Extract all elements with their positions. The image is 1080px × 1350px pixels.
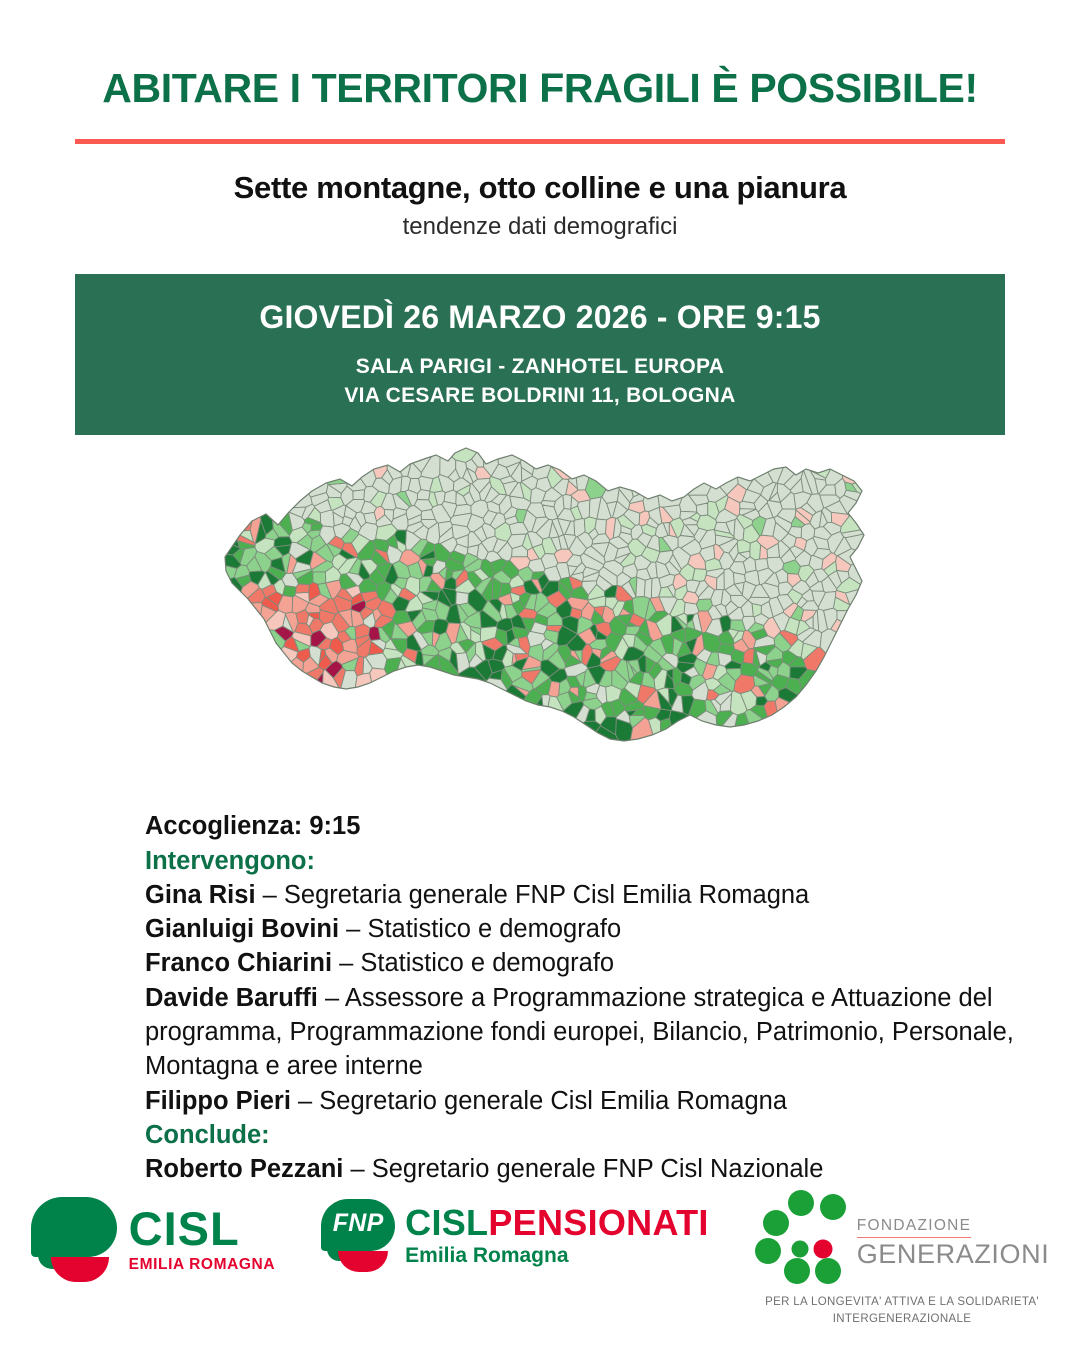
map-municipality	[750, 541, 761, 560]
fnp-cisl-word: CISL	[405, 1202, 489, 1243]
cisl-wordmark	[128, 1202, 276, 1274]
speakers-heading: Intervengono:	[145, 846, 315, 875]
map-municipality	[831, 619, 900, 669]
event-details-banner	[75, 274, 1005, 435]
speaker-name: Gianluigi Bovini	[145, 915, 340, 944]
map-municipality	[313, 572, 326, 585]
map-municipality	[649, 718, 661, 758]
generazioni-dots-icon	[755, 1189, 851, 1285]
fondazione-tagline	[765, 1294, 1039, 1329]
map-municipality	[737, 540, 750, 553]
cisl-region-label: EMILIA ROMAGNA	[128, 1256, 276, 1273]
map-municipality	[820, 629, 891, 699]
fnp-cisl-pensionati-logo	[321, 1189, 709, 1275]
speaker-role: – Statistico e demografo	[339, 915, 622, 944]
map-municipality	[497, 696, 545, 766]
speaker-entry	[145, 1084, 1015, 1118]
speaker-role: – Segretaria generale FNP Cisl Emilia Romagna	[255, 880, 810, 909]
map-municipality	[837, 611, 903, 654]
map-municipality	[298, 439, 352, 485]
map-municipality	[175, 493, 240, 549]
speaker-entry	[145, 912, 1015, 946]
map-municipality	[745, 710, 800, 779]
conclusion-speaker-role: – Segretario generale FNP Cisl Nazionale	[343, 1155, 824, 1184]
map-municipality	[231, 647, 298, 714]
page-subtitle: Sette montagne, otto colline e una pianura	[233, 169, 847, 205]
speaker-entry	[145, 878, 1015, 912]
map-municipality	[263, 439, 328, 497]
speaker-entry	[145, 946, 1015, 980]
speaker-role: – Assessore a Programmazione strategica e Attuazione del programma, Programmazione fondi europei, Bilancio, Patrimonio, Personale, Montagna e aree interne	[145, 983, 1014, 1081]
fondazione-tagline-line2: INTERGENERAZIONALE	[832, 1312, 972, 1325]
map-municipality	[551, 439, 611, 480]
map-municipality	[692, 711, 717, 778]
logo-strip	[0, 1189, 1080, 1329]
conclusion-heading: Conclude:	[145, 1120, 270, 1149]
map-municipality	[270, 672, 323, 742]
map-municipality	[486, 689, 543, 761]
map-municipality	[840, 512, 912, 534]
speakers-container	[145, 878, 1015, 1118]
fnp-title-line	[405, 1202, 709, 1243]
speaker-entry	[145, 981, 1015, 1084]
map-municipality	[296, 584, 310, 593]
map-municipality	[542, 695, 550, 724]
venue-address: VIA CESARE BOLDRINI 11, BOLOGNA	[344, 384, 736, 408]
emilia-romagna-choropleth-map	[0, 439, 1080, 799]
map-svg	[0, 439, 1080, 799]
map-municipality	[478, 678, 507, 741]
map-municipality	[660, 718, 686, 783]
speaker-name: Gina Risi	[145, 880, 256, 909]
speaker-name: Filippo Pieri	[145, 1086, 291, 1115]
map-municipality	[563, 495, 572, 510]
speaker-role: – Statistico e demografo	[332, 949, 615, 978]
map-municipality	[655, 440, 684, 507]
generazioni-word: GENERAZIONI	[856, 1238, 1050, 1269]
fnp-mark-text: FNP	[332, 1208, 384, 1237]
map-municipality	[775, 697, 842, 765]
fnp-red-crescent-shape	[338, 1251, 388, 1272]
page-title: ABITARE I TERRITORI FRAGILI È POSSIBILE!	[102, 65, 978, 111]
map-municipality	[197, 603, 262, 667]
fnp-bubble-icon	[321, 1199, 395, 1275]
event-date: GIOVEDÌ 26 MARZO 2026 - ORE 9:15	[259, 298, 821, 335]
map-municipality	[216, 629, 285, 700]
map-municipality	[175, 578, 243, 646]
map-municipality	[241, 443, 312, 508]
fondazione-tagline-line1: PER LA LONGEVITA' ATTIVA E LA SOLIDARIETA'	[765, 1295, 1039, 1308]
map-municipality	[186, 469, 260, 532]
map-municipality	[537, 721, 601, 786]
map-municipality	[478, 685, 527, 752]
page-tagline: tendenze dati demografici	[402, 212, 678, 240]
map-municipality	[643, 479, 660, 512]
cisl-red-crescent-shape	[51, 1257, 109, 1282]
map-municipality	[431, 667, 486, 738]
map-municipality	[842, 439, 913, 484]
map-municipality	[239, 658, 304, 724]
conclusion-speaker	[145, 1152, 1015, 1186]
welcome-time: Accoglienza: 9:15	[145, 812, 361, 841]
speaker-role: – Segretario generale Cisl Emilia Romagna	[290, 1086, 788, 1115]
map-municipality	[393, 659, 426, 729]
conclusion-speaker-name: Roberto Pezzani	[145, 1155, 344, 1184]
speaker-name: Franco Chiarini	[145, 949, 333, 978]
map-municipality	[669, 711, 696, 781]
venue-name: SALA PARIGI - ZANHOTEL EUROPA	[355, 355, 725, 379]
programme-list	[0, 799, 1015, 1186]
cisl-bubble-icon	[31, 1197, 117, 1283]
map-municipality	[846, 588, 912, 635]
event-venue	[95, 353, 985, 411]
cisl-emilia-romagna-logo	[31, 1189, 275, 1283]
cisl-word: CISL	[128, 1202, 240, 1255]
fondazione-mark-row	[755, 1189, 1050, 1285]
fnp-pensionati-word: PENSIONATI	[488, 1202, 709, 1243]
map-municipality	[370, 668, 407, 736]
speaker-name: Davide Baruffi	[145, 983, 318, 1012]
fondazione-generazioni-logo	[755, 1189, 1050, 1329]
map-municipality	[320, 510, 334, 527]
fondazione-word: FONDAZIONE	[857, 1217, 972, 1238]
fnp-wordmark	[405, 1202, 709, 1268]
map-municipality	[664, 439, 714, 495]
map-municipality	[616, 719, 633, 757]
map-municipality	[636, 578, 645, 598]
fnp-region-label: Emilia Romagna	[405, 1244, 569, 1267]
fondazione-wordmark	[857, 1217, 1050, 1268]
map-municipality	[644, 579, 652, 599]
